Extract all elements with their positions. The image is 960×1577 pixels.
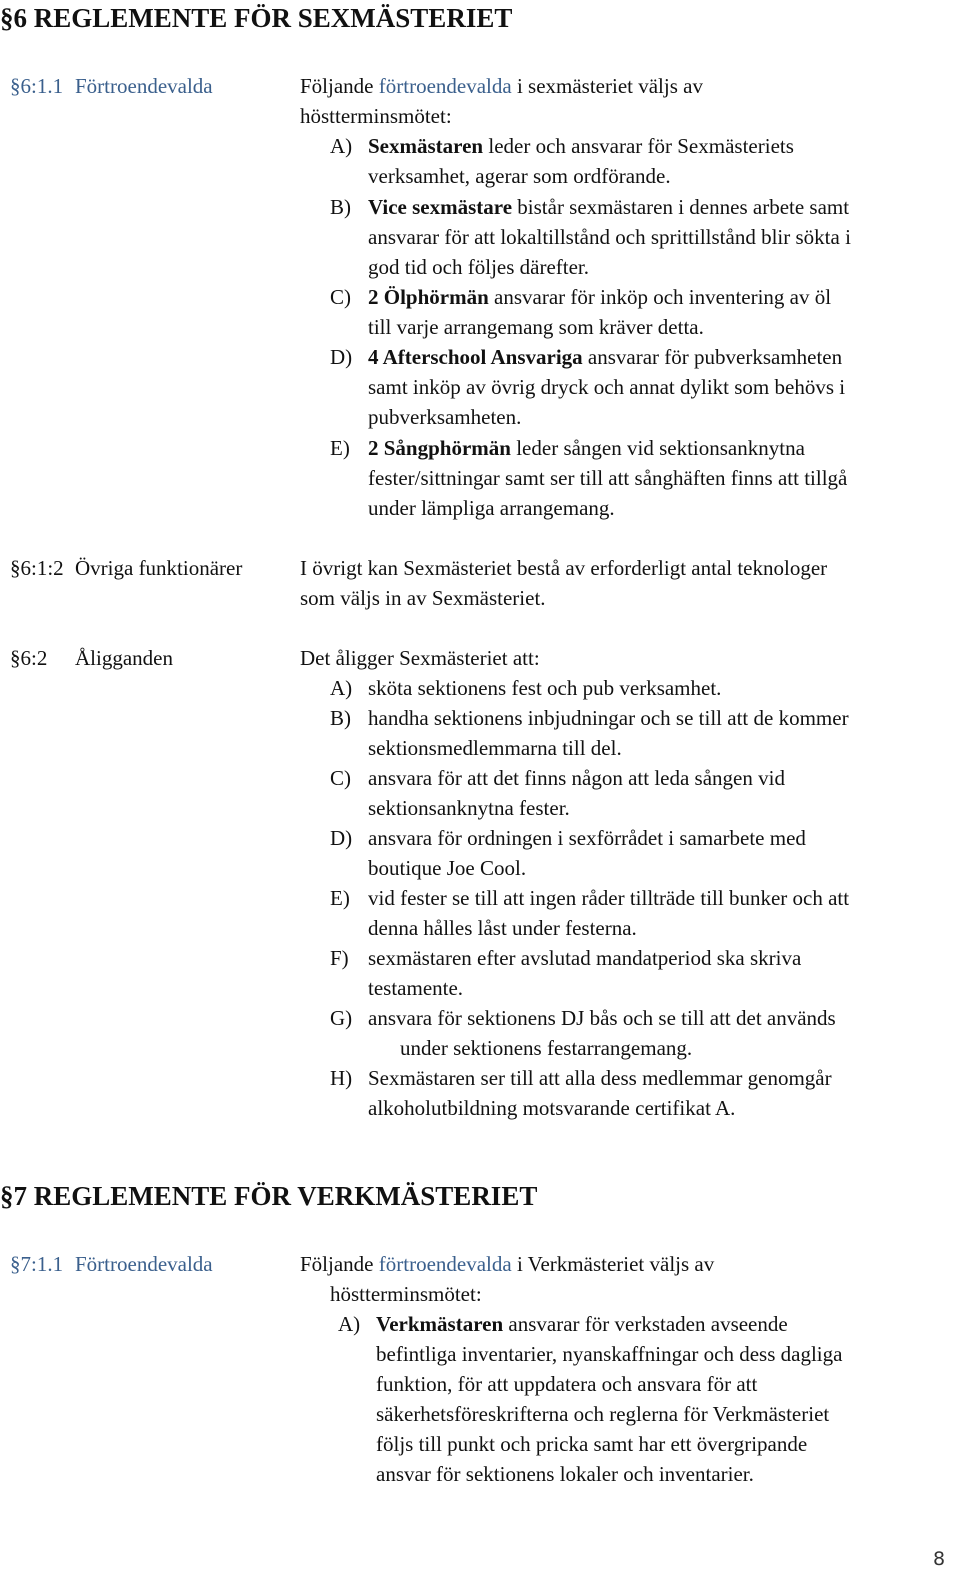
item-marker: D) bbox=[330, 826, 353, 850]
item-marker: F) bbox=[330, 946, 349, 970]
item-text-cont: alkoholutbildning motsvarande certifikat A. bbox=[368, 1096, 736, 1120]
clause-6-1-1-number: §6:1.1 bbox=[10, 74, 64, 98]
clause-6-1-1-label: Förtroendevalda bbox=[75, 74, 213, 98]
clause-7-1-1-number: §7:1.1 bbox=[10, 1252, 64, 1276]
item-text-cont: samt inköp av övrig dryck och annat dylikt som behövs i bbox=[368, 375, 846, 399]
item-text: Sexmästaren leder och ansvarar för Sexmästeriets bbox=[368, 134, 794, 158]
item-text: 4 Afterschool Ansvariga ansvarar för pubverksamheten bbox=[368, 345, 843, 369]
item-marker: A) bbox=[338, 1312, 361, 1336]
item-text-cont: sektionsanknytna fester. bbox=[368, 796, 570, 820]
item-text-cont: befintliga inventarier, nyanskaffningar och dess dagliga bbox=[376, 1342, 843, 1366]
item-marker: C) bbox=[330, 285, 351, 309]
clause-6-1-2-number: §6:1:2 bbox=[10, 556, 64, 580]
item-text-cont: under lämpliga arrangemang. bbox=[368, 496, 615, 520]
item-text: handha sektionens inbjudningar och se till att de kommer bbox=[368, 706, 849, 730]
item-text-cont: ansvar för sektionens lokaler och inventarier. bbox=[376, 1462, 754, 1486]
item-text: Verkmästaren ansvarar för verkstaden avseende bbox=[376, 1312, 788, 1336]
item-text: Vice sexmästare bistår sexmästaren i dennes arbete samt bbox=[368, 195, 850, 219]
item-marker: B) bbox=[330, 706, 351, 730]
item-text-cont: ansvarar för att lokaltillstånd och sprittillstånd blir sökta i bbox=[368, 225, 851, 249]
section-6-heading: §6 REGLEMENTE FÖR SEXMÄSTERIET bbox=[0, 3, 513, 33]
clause-6-2-number: §6:2 bbox=[10, 646, 48, 670]
page-number: 8 bbox=[933, 1548, 946, 1570]
item-text-cont: säkerhetsföreskrifterna och reglerna för Verkmästeriet bbox=[376, 1402, 830, 1426]
clause-6-1-1-intro-cont: höstterminsmötet: bbox=[300, 104, 452, 128]
item-marker: H) bbox=[330, 1066, 353, 1090]
item-text-cont: följs till punkt och pricka samt har ett övergripande bbox=[376, 1432, 808, 1456]
clause-7-1-1-intro-cont: höstterminsmötet: bbox=[330, 1282, 482, 1306]
item-text-cont: sektionsmedlemmarna till del. bbox=[368, 736, 622, 760]
item-marker: C) bbox=[330, 766, 351, 790]
clause-6-1-2-label: Övriga funktionärer bbox=[75, 556, 243, 580]
item-marker: D) bbox=[330, 345, 353, 369]
item-text-cont: verksamhet, agerar som ordförande. bbox=[368, 164, 671, 188]
item-text-cont: testamente. bbox=[368, 976, 464, 1000]
item-text: ansvara för sektionens DJ bås och se till att det används bbox=[368, 1006, 836, 1030]
clause-6-1-2-text-cont: som väljs in av Sexmästeriet. bbox=[300, 586, 546, 610]
item-text: 2 Sångphörmän leder sången vid sektionsanknytna bbox=[368, 436, 805, 460]
clause-6-2-intro: Det åligger Sexmästeriet att: bbox=[300, 646, 540, 670]
item-text: Sexmästaren ser till att alla dess medlemmar genomgår bbox=[368, 1066, 832, 1090]
item-text: sköta sektionens fest och pub verksamhet. bbox=[368, 676, 722, 700]
item-marker: A) bbox=[330, 676, 353, 700]
section-7-heading: §7 REGLEMENTE FÖR VERKMÄSTERIET bbox=[0, 1181, 538, 1211]
item-marker: G) bbox=[330, 1006, 353, 1030]
item-text: 2 Ölphörmän ansvarar för inköp och inventering av öl bbox=[368, 285, 832, 309]
item-text: sexmästaren efter avslutad mandatperiod ska skriva bbox=[368, 946, 802, 970]
item-text: vid fester se till att ingen råder tillträde till bunker och att bbox=[368, 886, 850, 910]
clause-7-1-1-intro: Följande förtroendevalda i Verkmästeriet väljs av bbox=[300, 1252, 715, 1276]
item-text-cont: under sektionens festarrangemang. bbox=[400, 1036, 693, 1060]
item-text-cont: denna hålles låst under festerna. bbox=[368, 916, 637, 940]
item-text-cont: till varje arrangemang som kräver detta. bbox=[368, 315, 704, 339]
item-marker: E) bbox=[330, 436, 350, 460]
clause-7-1-1-label: Förtroendevalda bbox=[75, 1252, 213, 1276]
item-text-cont: pubverksamheten. bbox=[368, 405, 522, 429]
item-marker: B) bbox=[330, 195, 351, 219]
clause-6-2-label: Åligganden bbox=[75, 646, 173, 670]
item-text-cont: funktion, för att uppdatera och ansvara för att bbox=[376, 1372, 758, 1396]
item-text-cont: boutique Joe Cool. bbox=[368, 856, 527, 880]
item-text-cont: god tid och följes därefter. bbox=[368, 255, 590, 279]
clause-6-1-1-intro: Följande förtroendevalda i sexmästeriet väljs av bbox=[300, 74, 703, 98]
item-marker: E) bbox=[330, 886, 350, 910]
item-text: ansvara för ordningen i sexförrådet i samarbete med bbox=[368, 826, 806, 850]
item-text: ansvara för att det finns någon att leda sången vid bbox=[368, 766, 785, 790]
clause-6-1-2-text: I övrigt kan Sexmästeriet bestå av erforderligt antal teknologer bbox=[300, 556, 828, 580]
item-marker: A) bbox=[330, 134, 353, 158]
item-text-cont: fester/sittningar samt ser till att sånghäften finns att tillgå bbox=[368, 466, 848, 490]
